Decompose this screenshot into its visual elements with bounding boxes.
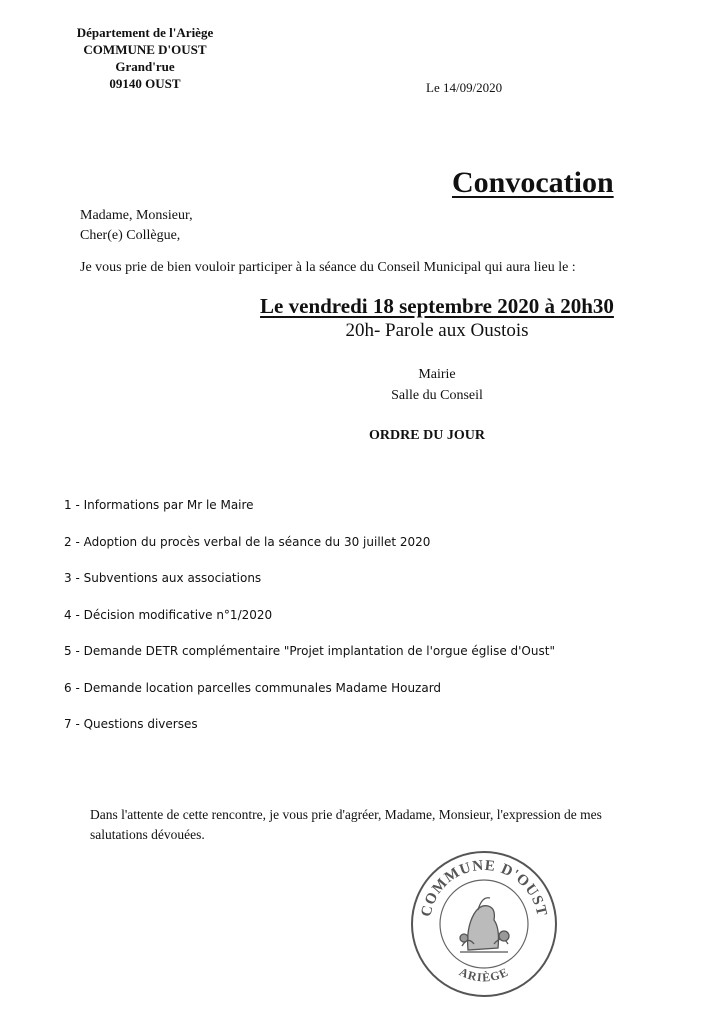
agenda-list [64, 498, 555, 754]
agenda-item: 7 - Questions diverses [64, 717, 198, 731]
commune-seal-stamp [408, 848, 560, 1000]
parole-text: 20h- Parole aux Oustois [345, 320, 529, 341]
salutation-line-1: Madame, Monsieur, [80, 208, 193, 223]
meeting-date [0, 294, 724, 319]
agenda-item: 3 - Subventions aux associations [64, 571, 262, 585]
agenda-item: 5 - Demande DETR complémentaire "Projet implantation de l'orgue église d'Oust" [64, 644, 555, 658]
letter-date: Le 14/09/2020 [426, 80, 503, 95]
salutation-line-2: Cher(e) Collègue, [80, 228, 181, 243]
closing-paragraph: Dans l'attente de cette rencontre, je vous prie d'agréer, Madame, Monsieur, l'expression de mes salutations dévouées. [90, 807, 602, 842]
place-line-2: Salle du Conseil [391, 388, 483, 403]
stamp-top-text: COMMUNE D'OUST [418, 857, 550, 919]
department-line: Département de l'Ariège [76, 25, 214, 40]
agenda-heading-text: ORDRE DU JOUR [369, 428, 485, 443]
agenda-heading [0, 428, 724, 444]
agenda-item: 1 - Informations par Mr le Maire [64, 498, 254, 512]
parole-line [0, 320, 724, 342]
place-line-1: Mairie [418, 367, 456, 382]
street-line: Grand'rue [115, 59, 175, 74]
stamp-bottom-text: ARIÈGE [457, 964, 511, 985]
meeting-place [0, 364, 724, 406]
agenda-item: 4 - Décision modificative n°1/2020 [64, 607, 273, 622]
salutation [80, 206, 193, 246]
postal-line: 09140 OUST [109, 76, 181, 91]
agenda-item: 2 - Adoption du procès verbal de la séance du 30 juillet 2020 [64, 534, 431, 549]
intro-paragraph: Je vous prie de bien vouloir participer à la séance du Conseil Municipal qui aura lieu le : [80, 260, 576, 275]
sender-address-block [70, 24, 220, 92]
document-title: Convocation [452, 166, 614, 199]
commune-line: COMMUNE D'OUST [83, 42, 207, 57]
meeting-date-text: Le vendredi 18 septembre 2020 à 20h30 [260, 294, 614, 318]
agenda-item: 6 - Demande location parcelles communales Madame Houzard [64, 680, 442, 695]
stamp-emblem-icon [460, 898, 509, 952]
